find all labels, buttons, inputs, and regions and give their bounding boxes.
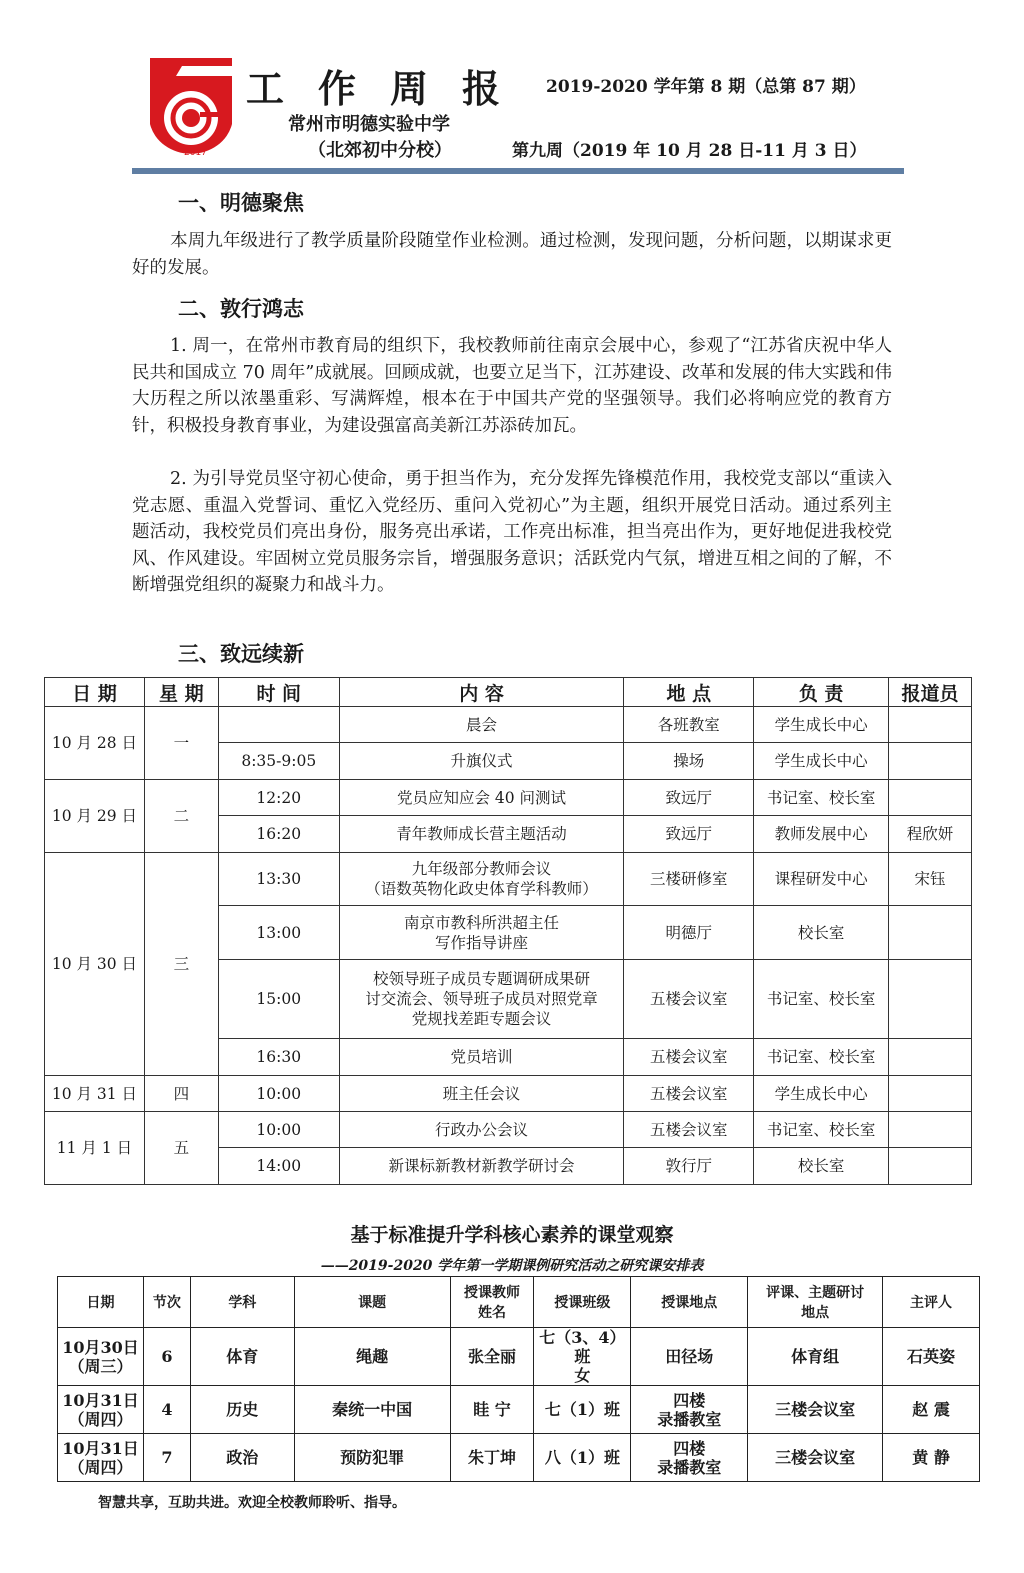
observation-cell: 黄 静 bbox=[883, 1434, 980, 1482]
observation-cell: 历史 bbox=[190, 1386, 294, 1434]
schedule-place: 操场 bbox=[624, 743, 754, 780]
schedule-owner: 校长室 bbox=[754, 1148, 889, 1185]
schedule-weekday: 三 bbox=[144, 853, 218, 1076]
observation-header-cell: 授课班级 bbox=[534, 1277, 631, 1328]
observation-cell: 七（3、4）班 女 bbox=[534, 1328, 631, 1386]
report-title: 工作周报 bbox=[246, 67, 535, 111]
schedule-header-cell: 地 点 bbox=[624, 678, 754, 707]
schedule-reporter bbox=[889, 1112, 972, 1148]
schedule-date: 10 月 28 日 bbox=[45, 707, 145, 780]
section-2-paragraph-2: 2. 为引导党员坚守初心使命，勇于担当作为，充分发挥先锋模范作用，我校党支部以“重读入党志愿、重温入党誓词、重忆入党经历、重问入党初心”为主题，组织开展党日活动。通过系列主题活动，我校党员们亮出身份，服务亮出承诺，工作亮出标准，担当亮出作为，更好地促进我校党风、作风建设。牢固树立党员服务宗旨，增强服务意识；活跃党内气氛，增进互相之间的了解，不断增强党组织的凝聚力和战斗力。 bbox=[132, 469, 892, 595]
section-1-heading: 一、明德聚焦 bbox=[178, 190, 304, 215]
schedule-place: 致远厅 bbox=[624, 780, 754, 816]
schedule-content: 南京市教科所洪超主任 写作指导讲座 bbox=[339, 906, 624, 960]
schedule-reporter bbox=[889, 960, 972, 1039]
observation-row bbox=[58, 1328, 980, 1386]
observation-cell: 7 bbox=[143, 1434, 190, 1482]
observation-header-cell: 日期 bbox=[58, 1277, 144, 1328]
schedule-reporter bbox=[889, 1076, 972, 1112]
observation-header-cell: 课题 bbox=[294, 1277, 450, 1328]
schedule-time: 10:00 bbox=[218, 1112, 339, 1148]
schedule-place: 致远厅 bbox=[624, 816, 754, 853]
observation-cell: 眭 宁 bbox=[450, 1386, 534, 1434]
observation-cell: 4 bbox=[143, 1386, 190, 1434]
schedule-content: 青年教师成长营主题活动 bbox=[339, 816, 624, 853]
schedule-reporter bbox=[889, 707, 972, 743]
observation-header-cell: 主评人 bbox=[883, 1277, 980, 1328]
observation-cell: 八（1）班 bbox=[534, 1434, 631, 1482]
schedule-content: 升旗仪式 bbox=[339, 743, 624, 780]
observation-cell: 10月30日 （周三） bbox=[58, 1328, 144, 1386]
schedule-header-cell: 日 期 bbox=[45, 678, 145, 707]
schedule-place: 各班教室 bbox=[624, 707, 754, 743]
observation-cell: 体育 bbox=[190, 1328, 294, 1386]
observation-cell: 四楼 录播教室 bbox=[631, 1434, 748, 1482]
observation-cell: 秦统一中国 bbox=[294, 1386, 450, 1434]
schedule-place: 五楼会议室 bbox=[624, 1076, 754, 1112]
schedule-time: 8:35-9:05 bbox=[218, 743, 339, 780]
schedule-time: 15:00 bbox=[218, 960, 339, 1039]
schedule-content: 校领导班子成员专题调研成果研 讨交流会、领导班子成员对照党章 党规找差距专题会议 bbox=[339, 960, 624, 1039]
schedule-reporter bbox=[889, 1039, 972, 1076]
observation-header-cell: 授课地点 bbox=[631, 1277, 748, 1328]
schedule-weekday: 二 bbox=[144, 780, 218, 853]
observation-title: 基于标准提升学科核心素养的课堂观察 bbox=[350, 1224, 674, 1246]
schedule-row bbox=[45, 1076, 972, 1112]
schedule-header-cell: 时 间 bbox=[218, 678, 339, 707]
schedule-content: 九年级部分教师会议 （语数英物化政史体育学科教师） bbox=[339, 853, 624, 906]
schedule-row bbox=[45, 1112, 972, 1148]
schedule-reporter bbox=[889, 743, 972, 780]
observation-cell: 10月31日 （周四） bbox=[58, 1386, 144, 1434]
schedule-time: 14:00 bbox=[218, 1148, 339, 1185]
logo-year: 2017 bbox=[184, 148, 207, 158]
schedule-reporter bbox=[889, 906, 972, 960]
observation-header-cell: 评课、主题研讨 地点 bbox=[748, 1277, 883, 1328]
observation-cell: 三楼会议室 bbox=[748, 1434, 883, 1482]
schedule-owner: 学生成长中心 bbox=[754, 743, 889, 780]
schedule-place: 敦行厅 bbox=[624, 1148, 754, 1185]
schedule-owner: 校长室 bbox=[754, 906, 889, 960]
schedule-owner: 课程研发中心 bbox=[754, 853, 889, 906]
school-logo bbox=[148, 52, 234, 162]
schedule-reporter bbox=[889, 1148, 972, 1185]
issue-number: 2019-2020 学年第 8 期（总第 87 期） bbox=[546, 77, 866, 97]
schedule-header-cell: 负 责 bbox=[754, 678, 889, 707]
schedule-content: 党员应知应会 40 问测试 bbox=[339, 780, 624, 816]
school-name: 常州市明德实验中学 bbox=[288, 114, 450, 135]
observation-header-cell: 节次 bbox=[143, 1277, 190, 1328]
schedule-row bbox=[45, 707, 972, 743]
observation-cell: 政治 bbox=[190, 1434, 294, 1482]
schedule-place: 三楼研修室 bbox=[624, 853, 754, 906]
schedule-time: 16:30 bbox=[218, 1039, 339, 1076]
schedule-reporter: 宋钰 bbox=[889, 853, 972, 906]
schedule-content: 班主任会议 bbox=[339, 1076, 624, 1112]
schedule-row bbox=[45, 780, 972, 816]
schedule-row bbox=[45, 853, 972, 906]
header-divider bbox=[132, 168, 904, 174]
schedule-owner: 教师发展中心 bbox=[754, 816, 889, 853]
week-range: 第九周（2019 年 10 月 28 日-11 月 3 日） bbox=[512, 141, 867, 161]
observation-header-cell: 授课教师 姓名 bbox=[450, 1277, 534, 1328]
observation-cell: 体育组 bbox=[748, 1328, 883, 1386]
observation-cell: 10月31日 （周四） bbox=[58, 1434, 144, 1482]
schedule-content: 党员培训 bbox=[339, 1039, 624, 1076]
schedule-place: 五楼会议室 bbox=[624, 1039, 754, 1076]
branch-name: （北郊初中分校） bbox=[308, 140, 452, 161]
observation-cell: 张全丽 bbox=[450, 1328, 534, 1386]
observation-cell: 预防犯罪 bbox=[294, 1434, 450, 1482]
schedule-time: 16:20 bbox=[218, 816, 339, 853]
schedule-time: 13:00 bbox=[218, 906, 339, 960]
observation-header-cell: 学科 bbox=[190, 1277, 294, 1328]
schedule-content: 晨会 bbox=[339, 707, 624, 743]
observation-cell: 朱丁坤 bbox=[450, 1434, 534, 1482]
schedule-weekday: 五 bbox=[144, 1112, 218, 1185]
observation-cell: 三楼会议室 bbox=[748, 1386, 883, 1434]
schedule-content: 行政办公会议 bbox=[339, 1112, 624, 1148]
schedule-header-cell: 星 期 bbox=[144, 678, 218, 707]
schedule-date: 11 月 1 日 bbox=[45, 1112, 145, 1185]
schedule-place: 明德厅 bbox=[624, 906, 754, 960]
schedule-header-cell: 内 容 bbox=[339, 678, 624, 707]
schedule-header-cell: 报道员 bbox=[889, 678, 972, 707]
observation-cell: 七（1）班 bbox=[534, 1386, 631, 1434]
observation-header-row bbox=[58, 1277, 980, 1328]
weekly-schedule-table bbox=[44, 677, 972, 1185]
schedule-owner: 书记室、校长室 bbox=[754, 780, 889, 816]
section-3-heading: 三、致远续新 bbox=[178, 641, 304, 666]
schedule-reporter bbox=[889, 780, 972, 816]
observation-cell: 田径场 bbox=[631, 1328, 748, 1386]
schedule-time: 10:00 bbox=[218, 1076, 339, 1112]
schedule-owner: 书记室、校长室 bbox=[754, 1112, 889, 1148]
schedule-owner: 书记室、校长室 bbox=[754, 960, 889, 1039]
section-2-paragraph-1: 1. 周一，在常州市教育局的组织下，我校教师前往南京会展中心，参观了“江苏省庆祝中华人民共和国成立 70 周年”成就展。回顾成就，也要立足当下，江苏建设、改革和发展的伟大实践和伟大历程之所以浓墨重彩、写满辉煌，根本在于中国共产党的坚强领导。我们必将响应党的教育方针，积极投身教育事业，为建设强富高美新江苏添砖加瓦。 bbox=[132, 336, 892, 436]
schedule-header-row bbox=[45, 678, 972, 707]
schedule-content: 新课标新教材新教学研讨会 bbox=[339, 1148, 624, 1185]
schedule-weekday: 四 bbox=[144, 1076, 218, 1112]
schedule-time: 13:30 bbox=[218, 853, 339, 906]
observation-cell: 6 bbox=[143, 1328, 190, 1386]
observation-table bbox=[57, 1276, 980, 1482]
schedule-owner: 书记室、校长室 bbox=[754, 1039, 889, 1076]
schedule-owner: 学生成长中心 bbox=[754, 1076, 889, 1112]
schedule-time bbox=[218, 707, 339, 743]
schedule-time: 12:20 bbox=[218, 780, 339, 816]
schedule-date: 10 月 29 日 bbox=[45, 780, 145, 853]
section-1-text: 本周九年级进行了教学质量阶段随堂作业检测。通过检测，发现问题，分析问题，以期谋求更好的发展。 bbox=[132, 231, 892, 278]
observation-cell: 赵 震 bbox=[883, 1386, 980, 1434]
schedule-owner: 学生成长中心 bbox=[754, 707, 889, 743]
observation-cell: 石英姿 bbox=[883, 1328, 980, 1386]
observation-subtitle: ——2019-2020 学年第一学期课例研究活动之研究课安排表 bbox=[320, 1258, 704, 1274]
schedule-place: 五楼会议室 bbox=[624, 1112, 754, 1148]
schedule-date: 10 月 30 日 bbox=[45, 853, 145, 1076]
observation-row bbox=[58, 1434, 980, 1482]
footnote: 智慧共享，互助共进。欢迎全校教师聆听、指导。 bbox=[98, 1495, 406, 1511]
section-2-heading: 二、敦行鸿志 bbox=[178, 296, 304, 321]
observation-cell: 绳趣 bbox=[294, 1328, 450, 1386]
schedule-reporter: 程欣妍 bbox=[889, 816, 972, 853]
schedule-date: 10 月 31 日 bbox=[45, 1076, 145, 1112]
schedule-weekday: 一 bbox=[144, 707, 218, 780]
schedule-place: 五楼会议室 bbox=[624, 960, 754, 1039]
observation-row bbox=[58, 1386, 980, 1434]
observation-cell: 四楼 录播教室 bbox=[631, 1386, 748, 1434]
